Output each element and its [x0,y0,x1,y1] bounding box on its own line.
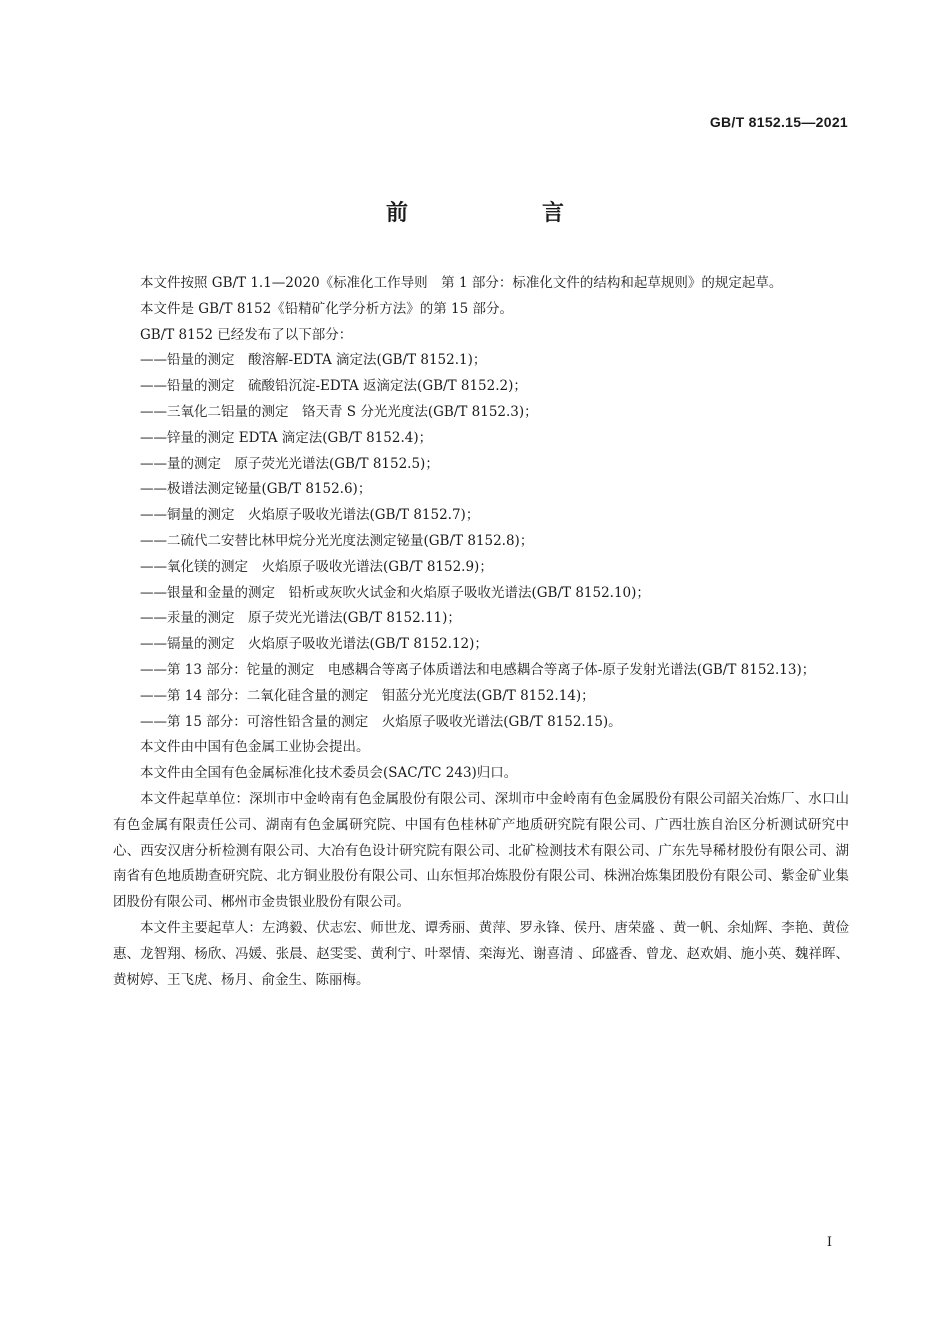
list-item: ——铅量的测定 酸溶解-EDTA 滴定法(GB/T 8152.1)； [140,352,487,369]
foreword-body [113,271,849,993]
page-title: 前 言 [385,201,620,226]
list-item: ——镉量的测定 火焰原子吸收光谱法(GB/T 8152.12)； [140,636,488,653]
list-item: ——锌量的测定 EDTA 滴定法(GB/T 8152.4)； [140,429,433,446]
list-item: ——极谱法测定铋量(GB/T 8152.6)； [140,481,372,498]
list-item: ——三氧化二铝量的测定 铬天青 S 分光光度法(GB/T 8152.3)； [140,403,538,420]
list-item: ——汞量的测定 原子荧光光谱法(GB/T 8152.11)； [140,610,461,627]
list-item: ——第 13 部分：铊量的测定 电感耦合等离子体质谱法和电感耦合等离子体-原子发射光谱法(GB/T 8152.13)； [140,661,816,678]
paragraph: GB/T 8152 已经发布了以下部分： [140,326,353,343]
list-item: ——第 14 部分：二氧化硅含量的测定 钼蓝分光光度法(GB/T 8152.14)； [140,687,595,704]
list-item: ——第 15 部分：可溶性铅含量的测定 火焰原子吸收光谱法(GB/T 8152.15)。 [140,713,622,730]
list-item: ——氧化镁的测定 火焰原子吸收光谱法(GB/T 8152.9)； [140,558,493,575]
list-item: ——量的测定 原子荧光光谱法(GB/T 8152.5)； [140,455,439,472]
standard-code: GB/T 8152.15—2021 [709,114,848,130]
paragraph: 本文件按照 GB/T 1.1—2020《标准化工作导则 第 1 部分：标准化文件的结构和起草规则》的规定起草。 [140,275,783,291]
list-item: ——二硫代二安替比林甲烷分光光度法测定铋量(GB/T 8152.8)； [140,532,534,549]
paragraph: 本文件由全国有色金属标准化技术委员会(SAC/TC 243)归口。 [140,765,518,782]
page-number: Ⅰ [826,1235,832,1250]
list-item: ——铅量的测定 硫酸铅沉淀-EDTA 返滴定法(GB/T 8152.2)； [140,378,527,395]
paragraph: 本文件是 GB/T 8152《铅精矿化学分析方法》的第 15 部分。 [140,300,513,317]
list-item: ——铜量的测定 火焰原子吸收光谱法(GB/T 8152.7)； [140,507,480,524]
paragraph: 本文件起草单位：深圳市中金岭南有色金属股份有限公司、深圳市中金岭南有色金属股份有限公司韶关冶炼厂、水口山有色金属有限责任公司、湖南有色金属研究院、中国有色桂林矿产地质研究院有限公司、广西壮族自治区分析测试研究中心、西安汉唐分析检测有限公司、大冶有色设计研究院有限公司、北矿检测技术有限公司、广东先导稀材股份有限公司、湖南省有色地质勘查研究院、北方铜业股份有限公司、山东恒邦冶炼股份有限公司、株洲冶炼集团股份有限公司、紫金矿业集团股份有限公司、郴州市金贵银业股份有限公司。 [113,790,849,911]
list-item: ——银量和金量的测定 铅析或灰吹火试金和火焰原子吸收光谱法(GB/T 8152.10)； [140,584,650,601]
paragraph: 本文件由中国有色金属工业协会提出。 [140,739,370,756]
paragraph: 本文件主要起草人：左鸿毅、伏志宏、师世龙、谭秀丽、黄萍、罗永锋、侯丹、唐荣盛 、黄一帆、余灿辉、李艳、黄俭惠、龙智翔、杨欣、冯媛、张晨、赵雯雯、黄利宁、叶翠情、栾海光、谢喜清 、邱盛香、曾龙、赵欢娟、施小英、魏祥晖、黄树婷、王飞虎、杨月、俞金生、陈丽梅。 [113,919,849,988]
